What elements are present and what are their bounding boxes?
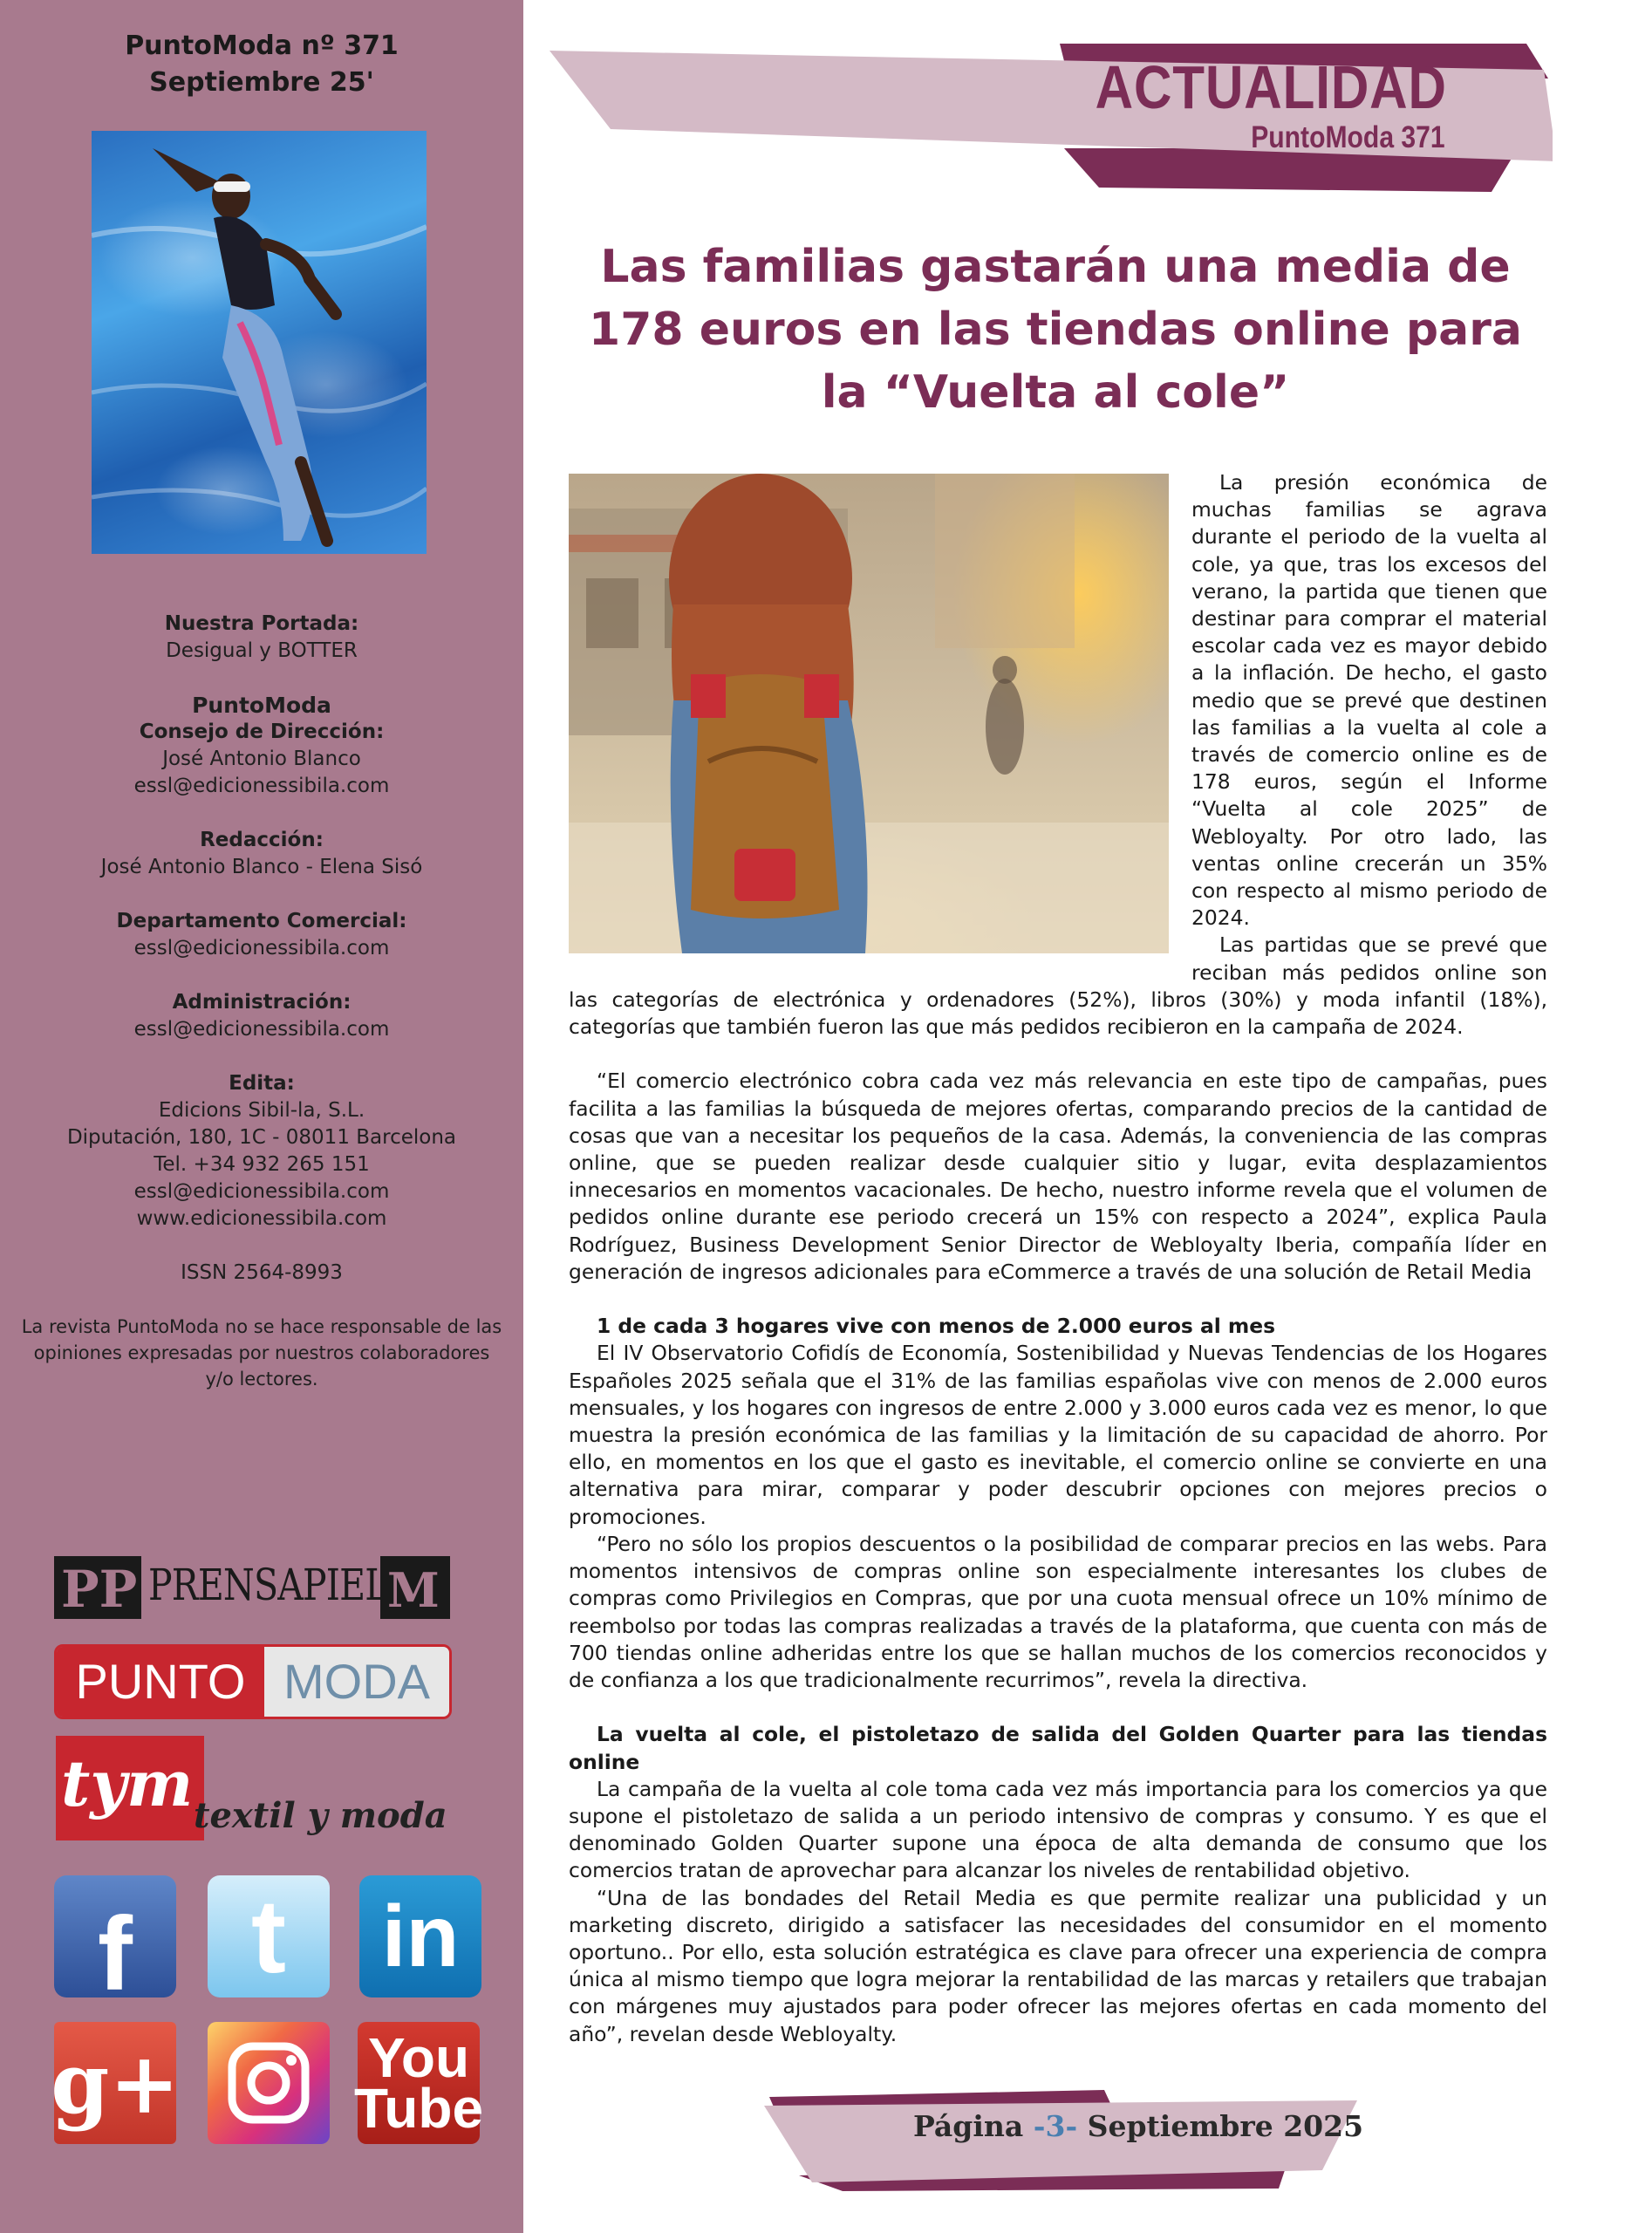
cover-label: Nuestra Portada: <box>164 612 359 635</box>
edita-phone: Tel. +34 932 265 151 <box>154 1153 370 1176</box>
prensapiel-monogram-right: M <box>387 1562 440 1618</box>
twitter-icon[interactable] <box>208 1875 330 1997</box>
moda-wordmark: MODA <box>264 1647 449 1717</box>
issue-info <box>0 28 523 101</box>
cover-brands: Desigual y BOTTER <box>166 639 358 662</box>
article-paragraph: Las partidas que se prevé que reciban más pedidos online son las categorías de electrónica y ordenadores (52%), libros (30%) y moda infantil (18%), categorías que también fueron las que más pedidos recibieron en la campaña de 2024. <box>569 932 1547 1040</box>
prensapiel-logo[interactable] <box>54 1553 455 1622</box>
board-email[interactable]: essl@edicionessibila.com <box>133 775 390 797</box>
credits <box>0 611 523 1392</box>
magazine-name: PuntoModa <box>192 693 331 718</box>
article-paragraph: El IV Observatorio Cofidís de Economía, Sostenibilidad y Nuevas Tendencias de los Hogares Españoles 2025 señala que el 31% de las familias españolas vive con menos de 2.000 euros mensuales, y los hogares con ingresos de entre 2.000 y 3.000 euros cada vez es menor, lo que muestra la presión económica de las familias y la limitación de su capacidad de ahorro. Por ello, en momentos en los que el gasto es inevitable, el comercio online se convierte en una alternativa para mirar, comparar y poder descubrir opciones con mejores precios o promociones. <box>569 1341 1547 1529</box>
section-title: ACTUALIDAD <box>1095 53 1447 121</box>
youtube-icon[interactable] <box>353 2022 484 2144</box>
footer-page-number: -3- <box>1033 2109 1078 2143</box>
comercial-email[interactable]: essl@edicionessibila.com <box>133 937 390 959</box>
article-body <box>569 469 1547 2048</box>
article-paragraph: “Una de las bondades del Retail Media es que permite realizar una publicidad y un marketing discreto, dirigido a satisfacer las necesidades del consumidor en el momento oportuno.. Por ello, esta solución estratégica es clave para ofrecer una experiencia de compra única al mismo tiempo que logra mejorar la rentabilidad de las marcas y retailers que trabajan con márgenes muy ajustados para poder ofrecer las mejores ofertas en cada momento del año”, revelan desde Webloyalty. <box>569 1885 1547 2046</box>
prensapiel-monogram: PP <box>61 1560 138 1619</box>
linkedin-glyph: in <box>381 1887 460 1985</box>
sidebar <box>0 0 523 2233</box>
edita-label: Edita: <box>229 1072 295 1095</box>
linkedin-icon[interactable] <box>359 1875 481 1997</box>
board-name: José Antonio Blanco <box>162 748 361 770</box>
board-label: Consejo de Dirección: <box>139 720 385 743</box>
redaccion-label: Redacción: <box>200 829 324 851</box>
footer-date: Septiembre 2025 <box>1087 2109 1364 2143</box>
twitter-glyph: t <box>251 1878 286 1995</box>
article-subheading: 1 de cada 3 hogares vive con menos de 2.000 euros al mes <box>597 1314 1276 1339</box>
youtube-you: You <box>367 2026 470 2089</box>
tym-logo[interactable] <box>56 1736 204 1840</box>
article-subheading: La vuelta al cole, el pistoletazo de salida del Golden Quarter para las tiendas online <box>569 1722 1547 1774</box>
youtube-glyph <box>353 2022 484 2144</box>
tym-monogram: tym <box>61 1746 194 1820</box>
issue-date: Septiembre 25' <box>149 67 374 98</box>
article-paragraph: “Pero no sólo los propios descuentos o la posibilidad de comparar precios en las webs. Para momentos intensivos de compras online son especialmente interesantes los clubes de compras como Privilegios en Compras, que por una cuota mensual ofrece un 10% mínimo de reembolso por todas las compras realizadas a través de la plataforma, que cuenta con más de 700 tiendas online adheridas entre los que se hallan muchos de los comercios reconocidos y de confianza a los que tradicionalmente recurrimos”, revela la directiva. <box>569 1531 1547 1692</box>
puntomoda-logo[interactable] <box>54 1644 452 1719</box>
footer-page-word: Página <box>913 2109 1024 2143</box>
edita-web[interactable]: www.edicionessibila.com <box>136 1207 387 1230</box>
cover-thumbnail <box>92 131 427 554</box>
youtube-tube: Tube <box>353 2077 484 2140</box>
facebook-icon[interactable] <box>54 1875 176 2012</box>
googleplus-glyph: g+ <box>51 2033 180 2133</box>
article-headline: Las familias gastarán una media de 178 euros en las tiendas online para la “Vuelta al cole” <box>589 241 1522 419</box>
edita-address: Diputación, 180, 1C - 08011 Barcelona <box>66 1126 457 1149</box>
photo-text-wrap-spacer <box>569 469 1191 964</box>
section-issue: PuntoModa 371 <box>1251 120 1445 154</box>
article-paragraph: La campaña de la vuelta al cole toma cada vez más importancia para los comercios ya que supone el pistoletazo de salida a un periodo intensivo de compras y consumo. Y es que el denominado Golden Quarter supone una época de alta demanda de consumo que los comercios tratan de aprovechar para alcanzar los niveles de rentabilidad objetivo. <box>569 1776 1547 1883</box>
edita-email[interactable]: essl@edicionessibila.com <box>133 1180 390 1203</box>
punto-wordmark: PUNTO <box>57 1647 264 1717</box>
page-footer <box>913 2109 1363 2143</box>
issue-number: PuntoModa nº 371 <box>125 31 399 61</box>
instagram-icon[interactable] <box>208 2022 330 2144</box>
redaccion-names: José Antonio Blanco - Elena Sisó <box>100 856 423 878</box>
googleplus-icon[interactable] <box>51 2022 180 2144</box>
edita-company: Edicions Sibil-la, S.L. <box>158 1099 365 1122</box>
admin-label: Administración: <box>172 991 352 1014</box>
facebook-glyph: f <box>98 1895 133 2012</box>
issn: ISSN 2564-8993 <box>181 1261 343 1284</box>
admin-email[interactable]: essl@edicionessibila.com <box>133 1018 390 1041</box>
comercial-label: Departamento Comercial: <box>116 910 407 932</box>
article-paragraph: “El comercio electrónico cobra cada vez más relevancia en este tipo de campañas, pues facilita a las familias la búsqueda de mejores ofertas, comparando precios de la cantidad de cosas que van a necesitar los pequeños de la casa. Además, la conveniencia de las compras online, que se pueden realizar desde cualquier sitio y lugar, evita desplazamientos innecesarios en momentos vacacionales. De hecho, nuestro informe revela que el volumen de pedidos online durante ese periodo crecerá un 15% con respecto a 2024”, explica Paula Rodríguez, Business Development Senior Director de Webloyalty Iberia, compañía líder en generación de ingresos adicionales para eCommerce a través de una solución de Retail Media <box>569 1069 1547 1284</box>
disclaimer: La revista PuntoModa no se hace responsable de las opiniones expresadas por nuestros colaboradores y/o lectores. <box>21 1316 502 1390</box>
article-paragraph: La presión económica de muchas familias se agrava durante el periodo de la vuelta al cole, ya que, tras los excesos del verano, la partida que tienen que destinar para comprar el material escolar cada vez es mayor debido a la inflación. De hecho, el gasto medio que se prevé que destinen las familias a la vuelta al cole a través de comercio online es de 178 euros, según el Informe “Vuelta al cole 2025” de Webloyalty. Por otro lado, las ventas online crecerán un 35% con respecto al mismo periodo de 2024. <box>1191 470 1547 931</box>
prensapiel-wordmark: PRENSAPIEL <box>148 1560 388 1610</box>
tym-wordmark: textil y moda <box>194 1795 447 1836</box>
